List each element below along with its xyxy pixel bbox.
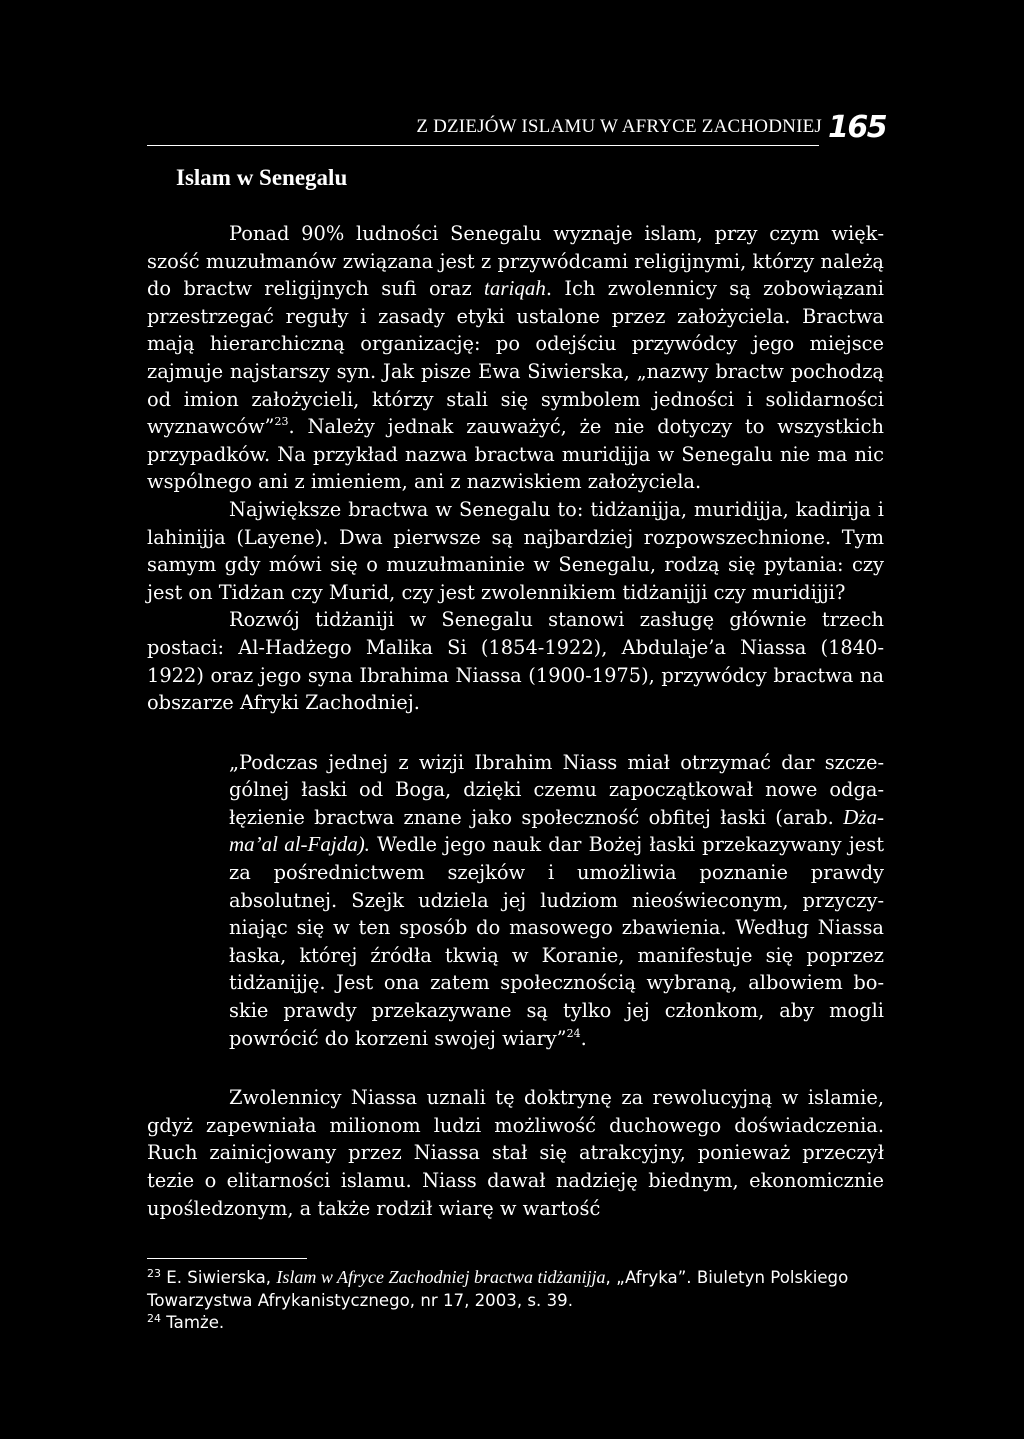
paragraph-2: Największe bractwa w Senegalu to: tidżanijja, muridijja, kadirija i lahinijja (Layene). Dwa pierwsze są najbardziej rozpowszechnione. Tym samym gdy mówi się o muzułmaninie w Senegalu, rodzą się pytania: czy jest on Tidżan czy Murid, czy jest zwolennikiem tidżanijji czy muridijji? xyxy=(147,497,884,604)
footnote-24: $^{24}$ Tamże. xyxy=(147,1312,225,1332)
footnote-number: 23 xyxy=(147,1267,161,1280)
footnote-23: $^{23}$ E. Siwierska, Islam w Afryce Zachodniej bractwa tidżanijja, „Afryka”. Biuletyn Polskiego Towarzystwa Afrykanistycznego, nr 17, 2003, s. 39. xyxy=(147,1267,849,1310)
section-heading: Islam w Senegalu xyxy=(176,165,348,190)
header-rule xyxy=(147,145,819,146)
italic-term: Dżama’al al-Fajda). xyxy=(229,804,884,857)
italic-term: tariqah xyxy=(484,276,546,301)
footnotes xyxy=(147,1266,884,1335)
italic-title: Islam w Afryce Zachodniej bractwa tidżanijja xyxy=(276,1267,606,1287)
footnote-ref-24: 24 xyxy=(566,1026,581,1040)
paragraph-4: Zwolennicy Niassa uznali tę doktrynę za rewolucyjną w islamie, gdyż zapewniała milionom ludzi możliwość duchowego doświadczenia. Ruch zainicjowany przez Niassa stał się atrakcyjny, ponieważ przeczył tezie o elitarności islamu. Niass dawał nadzieję biednym, ekonomicznie upośledzonym, a także rodził wiarę w wartość xyxy=(147,1086,884,1220)
footnote-number: 24 xyxy=(147,1312,161,1325)
running-title: Z DZIEJÓW ISLAMU W AFRYCE ZACHODNIEJ xyxy=(416,116,822,137)
footnote-rule xyxy=(147,1258,307,1259)
page-number: 165 xyxy=(828,110,887,145)
footnote-ref-23: 23 xyxy=(274,415,289,429)
block-quote: „Podczas jednej z wizji Ibrahim Niass miał otrzymać dar szczególnej łaski od Boga, dzięki czemu zapoczątkował nowe odgałęzienie bractwa znane jako społeczność obfitej łaski (arab. Dżama’al al-Fajda). Wedle jego nauk dar Bożej łaski przekazywany jest za pośrednictwem szejków i umożliwia poznanie prawdy absolutnej. Szejk udziela jej ludziom nieoświeconym, przyczyniając się w ten sposób do masowego zbawienia. Według Niassa łaska, której źródła tkwią w Koranie, manifestuje się poprzez tidżanijję. Jest ona zatem społecznością wybraną, albowiem boskie prawdy przekazywane są tylko jej członkom, aby mogli powrócić do korzeni swojej wiary”$^{24}$. xyxy=(229,750,884,1050)
paragraph-1: Ponad 90% ludności Senegalu wyznaje islam, przy czym większość muzułmanów związana jest z przywódcami religijnymi, którzy należą do bractw religijnych sufi oraz tariqah. Ich zwolennicy są zobowiązani przestrzegać reguły i zasady etyki ustalone przez założyciela. Bractwa mają hierarchiczną organizację: po odejściu przywódcy jego miejsce zajmuje najstarszy syn. Jak pisze Ewa Siwierska, „nazwy bractw pochodzą od imion założycieli, którzy stali się symbolem jedności i solidarności wyznawców”$^{23}$. Należy jednak zauważyć, że nie dotyczy to wszystkich przypadków. Na przykład nazwa bractwa muridijja w Senegalu nie ma nic wspólnego ani z imieniem, ani z nazwiskiem założyciela. xyxy=(147,222,884,494)
paragraph-3: Rozwój tidżaniji w Senegalu stanowi zasługę głównie trzech postaci: Al-Hadżego Malika Si (1854-1922), Abdulaje’a Niassa (1840-1922) oraz jego syna Ibrahima Niassa (1900-1975), przywódcy bractwa na obszarze Afryki Zachodniej. xyxy=(147,608,884,715)
body-text xyxy=(147,220,884,1222)
